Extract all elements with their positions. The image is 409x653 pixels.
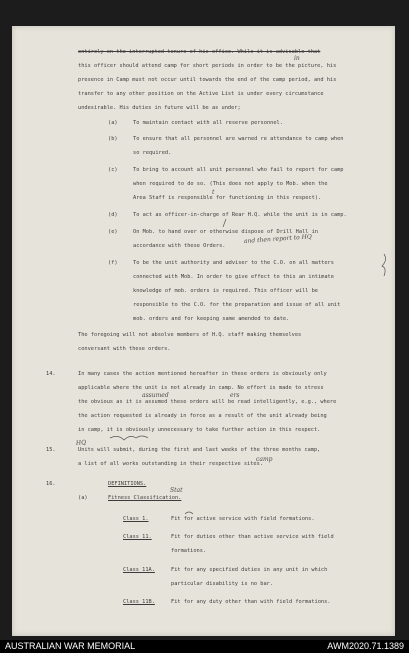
text-line: The foregoing will not absolve members of H.Q. staff making themselves	[78, 332, 302, 338]
handwritten-annotation: HQ	[75, 438, 87, 447]
text-line: To be the unit authority and adviser to the C.O. on all matters	[133, 260, 334, 266]
text-line: To act as officer-in-charge of Rear H.Q. while the unit is in camp.	[133, 212, 347, 218]
paragraph-number: 14.	[46, 371, 56, 377]
archive-reference: AWM2020.71.1389	[327, 641, 404, 651]
text-line: so required.	[133, 150, 172, 156]
item-marker: (f)	[108, 260, 118, 266]
text-line: conversant with these orders.	[78, 346, 171, 352]
item-marker: (c)	[108, 167, 118, 173]
text-line: particular disability is no bar.	[171, 581, 274, 587]
text-line: Area Staff is responsible for functioning in this respect).	[133, 195, 322, 201]
paragraph-number: 15.	[46, 447, 56, 453]
text-line: Fit for any specified duties in any unit in which	[171, 567, 328, 573]
text-line: entirely on the interrupted tenure of his office. While it is advisable that	[78, 49, 321, 55]
handwritten-annotation: camp	[256, 456, 273, 463]
item-marker: (d)	[108, 212, 118, 218]
text-line: Fit for duties other than active service with field	[171, 534, 334, 540]
subsection-heading: Fitness Classification.	[108, 495, 182, 501]
text-line: presence in Camp must not occur until towards the end of the camp period, and his	[78, 77, 337, 83]
text-line: the obvious as it is assumed these orders will be read intelligently, e.g., where	[78, 399, 337, 405]
handwritten-annotation: in	[294, 55, 300, 62]
handwritten-annotation: and then report to HQ	[243, 233, 313, 245]
text-line: mob. orders and for keeping same amended to date.	[133, 316, 290, 322]
class-label: Class 11B.	[123, 599, 155, 605]
class-label: Class 11.	[123, 534, 152, 540]
text-line: Fit for active service with field formations.	[171, 516, 315, 522]
handwritten-annotation: assumed	[142, 392, 169, 399]
text-line: formations.	[171, 548, 207, 554]
archive-name: AUSTRALIAN WAR MEMORIAL	[5, 641, 136, 651]
text-line: the action requested is already in force as a result of the unit already being	[78, 413, 327, 419]
text-line: transfer to any other position on the Active List is under every circumstance	[78, 91, 324, 97]
item-marker: (a)	[78, 495, 88, 501]
document-page	[12, 26, 395, 636]
class-label: Class 1.	[123, 516, 149, 522]
item-marker: (e)	[108, 229, 118, 235]
text-line: To ensure that all personnel are warned re attendance to camp when	[133, 136, 344, 142]
item-marker: (b)	[108, 136, 118, 142]
text-line: this officer should attend camp for short periods in order to be the picture, his	[78, 63, 337, 69]
text-line: Fit for any duty other than with field formations.	[171, 599, 331, 605]
item-marker: (a)	[108, 120, 118, 126]
text-line: when required to do so. (This does not apply to Mob. when the	[133, 181, 328, 187]
handwritten-annotation: ers	[230, 392, 240, 399]
text-line: responsible to the C.O. for the preparation and issue of all unit	[133, 302, 341, 308]
section-heading: DEFINITIONS.	[108, 481, 147, 487]
text-line: In many cases the action mentioned hereafter in these orders is obviously only	[78, 371, 327, 377]
text-line: knowledge of mob. orders is required. This officer will be	[133, 288, 318, 294]
text-line: a list of all works outstanding in their respective sites.	[78, 461, 263, 467]
text-line: To maintain contact with all reserve personnel.	[133, 120, 283, 126]
text-line: To bring to account all unit personnel who fail to report for camp	[133, 167, 344, 173]
class-label: Class 11A.	[123, 567, 155, 573]
archive-footer	[0, 640, 409, 653]
text-line: undesirable. His duties in future will be as under;	[78, 105, 241, 111]
text-line: On Mob. to hand over or otherwise dispose of Drill Hall in	[133, 229, 318, 235]
text-line: accordance with these Orders.	[133, 243, 226, 249]
handwritten-annotation: Stat	[170, 487, 183, 494]
text-line: applicable where the unit is not already in camp. No effort is made to stress	[78, 385, 324, 391]
text-line: connected with Mob. In order to give effect to this an intimate	[133, 274, 334, 280]
handwritten-scribble	[12, 26, 395, 636]
handwritten-annotation: t	[212, 189, 215, 196]
paragraph-number: 16.	[46, 481, 56, 487]
text-line: in camp, it is obviously unnecessary to take further action in this respect.	[78, 427, 321, 433]
text-line: Units will submit, during the first and last weeks of the three months camp,	[78, 447, 321, 453]
